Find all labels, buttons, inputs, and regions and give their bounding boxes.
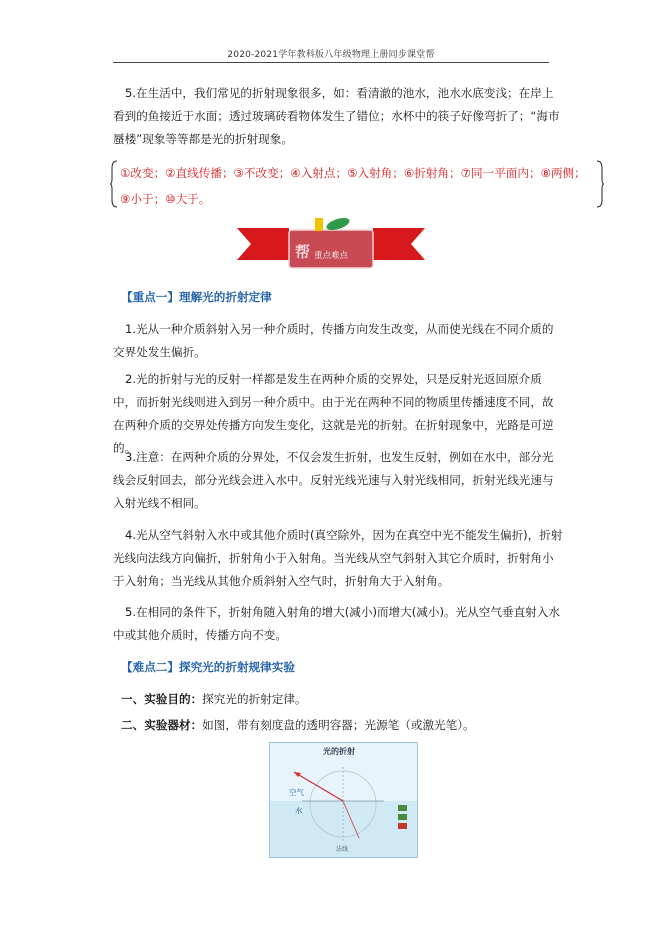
ribbon-left [237, 228, 289, 260]
aim-text: 探究光的折射定律。 [202, 692, 307, 706]
equip-text: 如图，带有刻度盘的透明容器；光源笔（或激光笔）。 [202, 718, 475, 732]
answer-line-1: ①改变；②直线传播；③不改变；④入射点；⑤入射角；⑥折射角；⑦同一平面内；⑧两侧； [120, 166, 586, 180]
key1-point-3: 3.注意：在两种介质的分界处，不仅会发生折射，也发生反射，例如在水中，部分光线会反射回去，部分光线会进入水中。反射光线光速与入射光线相同，折射光线光速与入射光线不相同。 [113, 450, 554, 510]
equip-label: 二、实验器材： [121, 718, 203, 732]
control-knob-1 [398, 805, 407, 811]
header-divider [113, 62, 549, 63]
answer-block [120, 160, 595, 212]
ray-arrow-icon [294, 772, 301, 777]
intro-paragraph: 5.在生活中，我们常见的折射现象很多，如：看清澈的池水，池水水底变浅；在岸上看到的鱼接近于水面；透过玻璃砖看物体发生了错位；水杯中的筷子好像弯折了；“海市蜃楼”现象等等都是光的折射现象。 [113, 86, 560, 146]
aim-label: 一、实验目的： [121, 692, 203, 706]
control-knob-3 [398, 823, 407, 829]
key1-point-5: 5.在相同的条件下，折射角随入射角的增大(减小)而增大(减小)。光从空气垂直射入水中或其他介质时，传播方向不变。 [113, 605, 560, 642]
right-brace [596, 160, 604, 208]
refraction-figure [269, 742, 418, 858]
section-banner [237, 216, 425, 274]
experiment-equipment [121, 714, 571, 737]
page-header: 2020-2021学年教科版八年级物理上册同步课堂帮 [227, 50, 435, 60]
answer-line-2: ⑨小于；⑩大于。 [120, 192, 211, 206]
key1-heading: 【重点一】理解光的折射定律 [121, 290, 272, 304]
left-brace [110, 160, 118, 208]
air-label: 空气 [289, 788, 304, 797]
banner-label: 重点难点 [314, 251, 349, 261]
key1-point-1: 1.光从一种介质斜射入另一种介质时，传播方向发生改变，从而使光线在不同介质的交界处发生偏折。 [113, 322, 554, 359]
water-label: 水 [295, 806, 303, 815]
banner-graphic [237, 216, 425, 274]
experiment-aim [121, 688, 571, 711]
normal-label: 法线 [336, 846, 349, 853]
key1-point-2: 2.光的折射与光的反射一样都是发生在两种介质的交界处，只是反射光返回原介质中，而折射光线则进入到另一种介质中。由于光在两种不同的物质里传播速度不同，故在两种介质的交界处传播方向发生变化，这就是光的折射。在折射现象中，光路是可逆的。 [113, 372, 554, 455]
ribbon-right [373, 228, 425, 260]
key1-point-4: 4.光从空气斜射入水中或其他介质时(真空除外，因为在真空中光不能发生偏折)，折射光线向法线方向偏折，折射角小于入射角。当光线从空气斜射入其它介质时，折射角小于入射角；当光线从其他介质斜射入空气时，折射角大于入射角。 [113, 528, 563, 588]
key2-heading: 【难点二】探究光的折射规律实验 [121, 660, 295, 674]
book-icon [315, 218, 323, 231]
banner-char: 帮 [295, 243, 311, 261]
refraction-diagram [270, 743, 417, 857]
figure-title: 光的折射 [323, 746, 355, 756]
control-knob-2 [398, 814, 407, 820]
